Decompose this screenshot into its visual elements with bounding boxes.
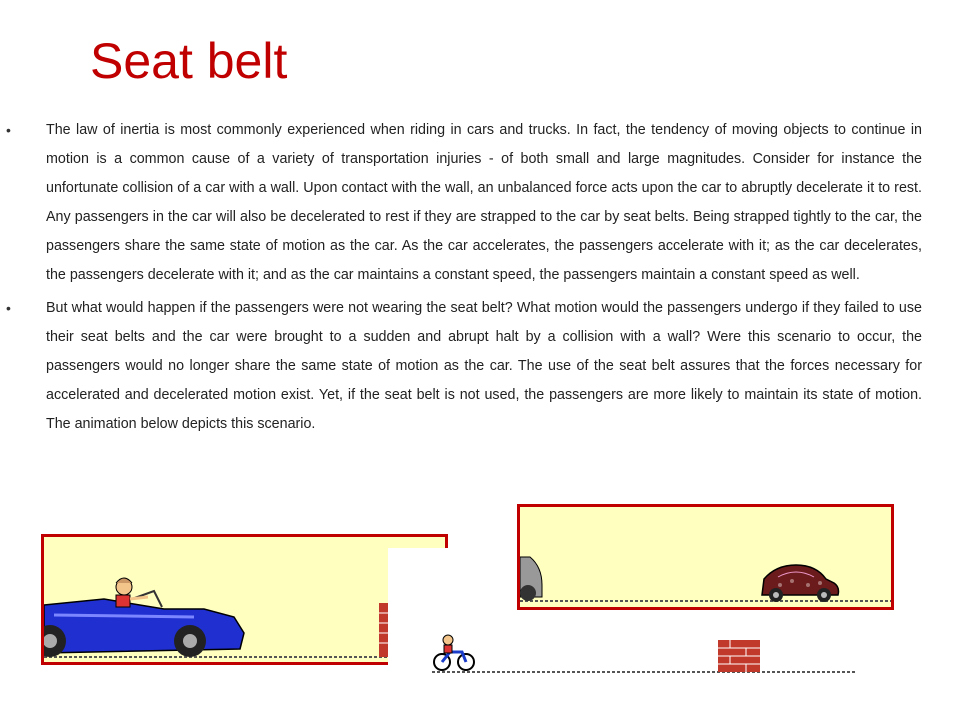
bullet-marker: •	[6, 122, 11, 138]
bullet-list	[0, 116, 960, 443]
bullet-item	[6, 294, 922, 439]
slide-title: Seat belt	[90, 33, 288, 89]
bullet-text: The law of inertia is most commonly experienced when riding in cars and trucks. In fact, the tendency of moving objects to continue in motion is a common cause of a variety of transportation injuries - of both small and large magnitudes. Consider for instance the unfortunate collision of a car with a wall. Upon contact with the wall, an unbalanced force acts upon the car to abruptly decelerate it to rest. Any passengers in the car will also be decelerated to rest if they are strapped to the car by seat belts. Being strapped tightly to the car, the passengers share the same state of motion as the car. As the car accelerates, the passengers accelerate with it; as the car decelerates, the passengers decelerate with it; and as the car maintains a constant speed, the passengers maintain a constant speed as well.	[46, 122, 922, 283]
bullet-item	[6, 116, 922, 290]
beetle-animation-frame	[517, 504, 894, 610]
convertible-car-illustration	[44, 537, 445, 662]
convertible-animation-frame	[41, 534, 448, 665]
beetle-car-illustration	[520, 507, 891, 607]
bullet-text: But what would happen if the passengers were not wearing the seat belt? What motion would the passengers undergo if they failed to use their seat belts and the car were brought to a sudden and abrupt halt by a collision with a wall? Were this scenario to occur, the passengers would no longer share the same state of motion as the car. The use of the seat belt assures that the forces necessary for accelerated and decelerated motion exist. Yet, if the seat belt is not used, the passengers are more likely to maintain its state of motion. The animation below depicts this scenario.	[46, 300, 922, 432]
bullet-marker: •	[6, 300, 11, 316]
motorcycle-illustration	[430, 632, 860, 678]
